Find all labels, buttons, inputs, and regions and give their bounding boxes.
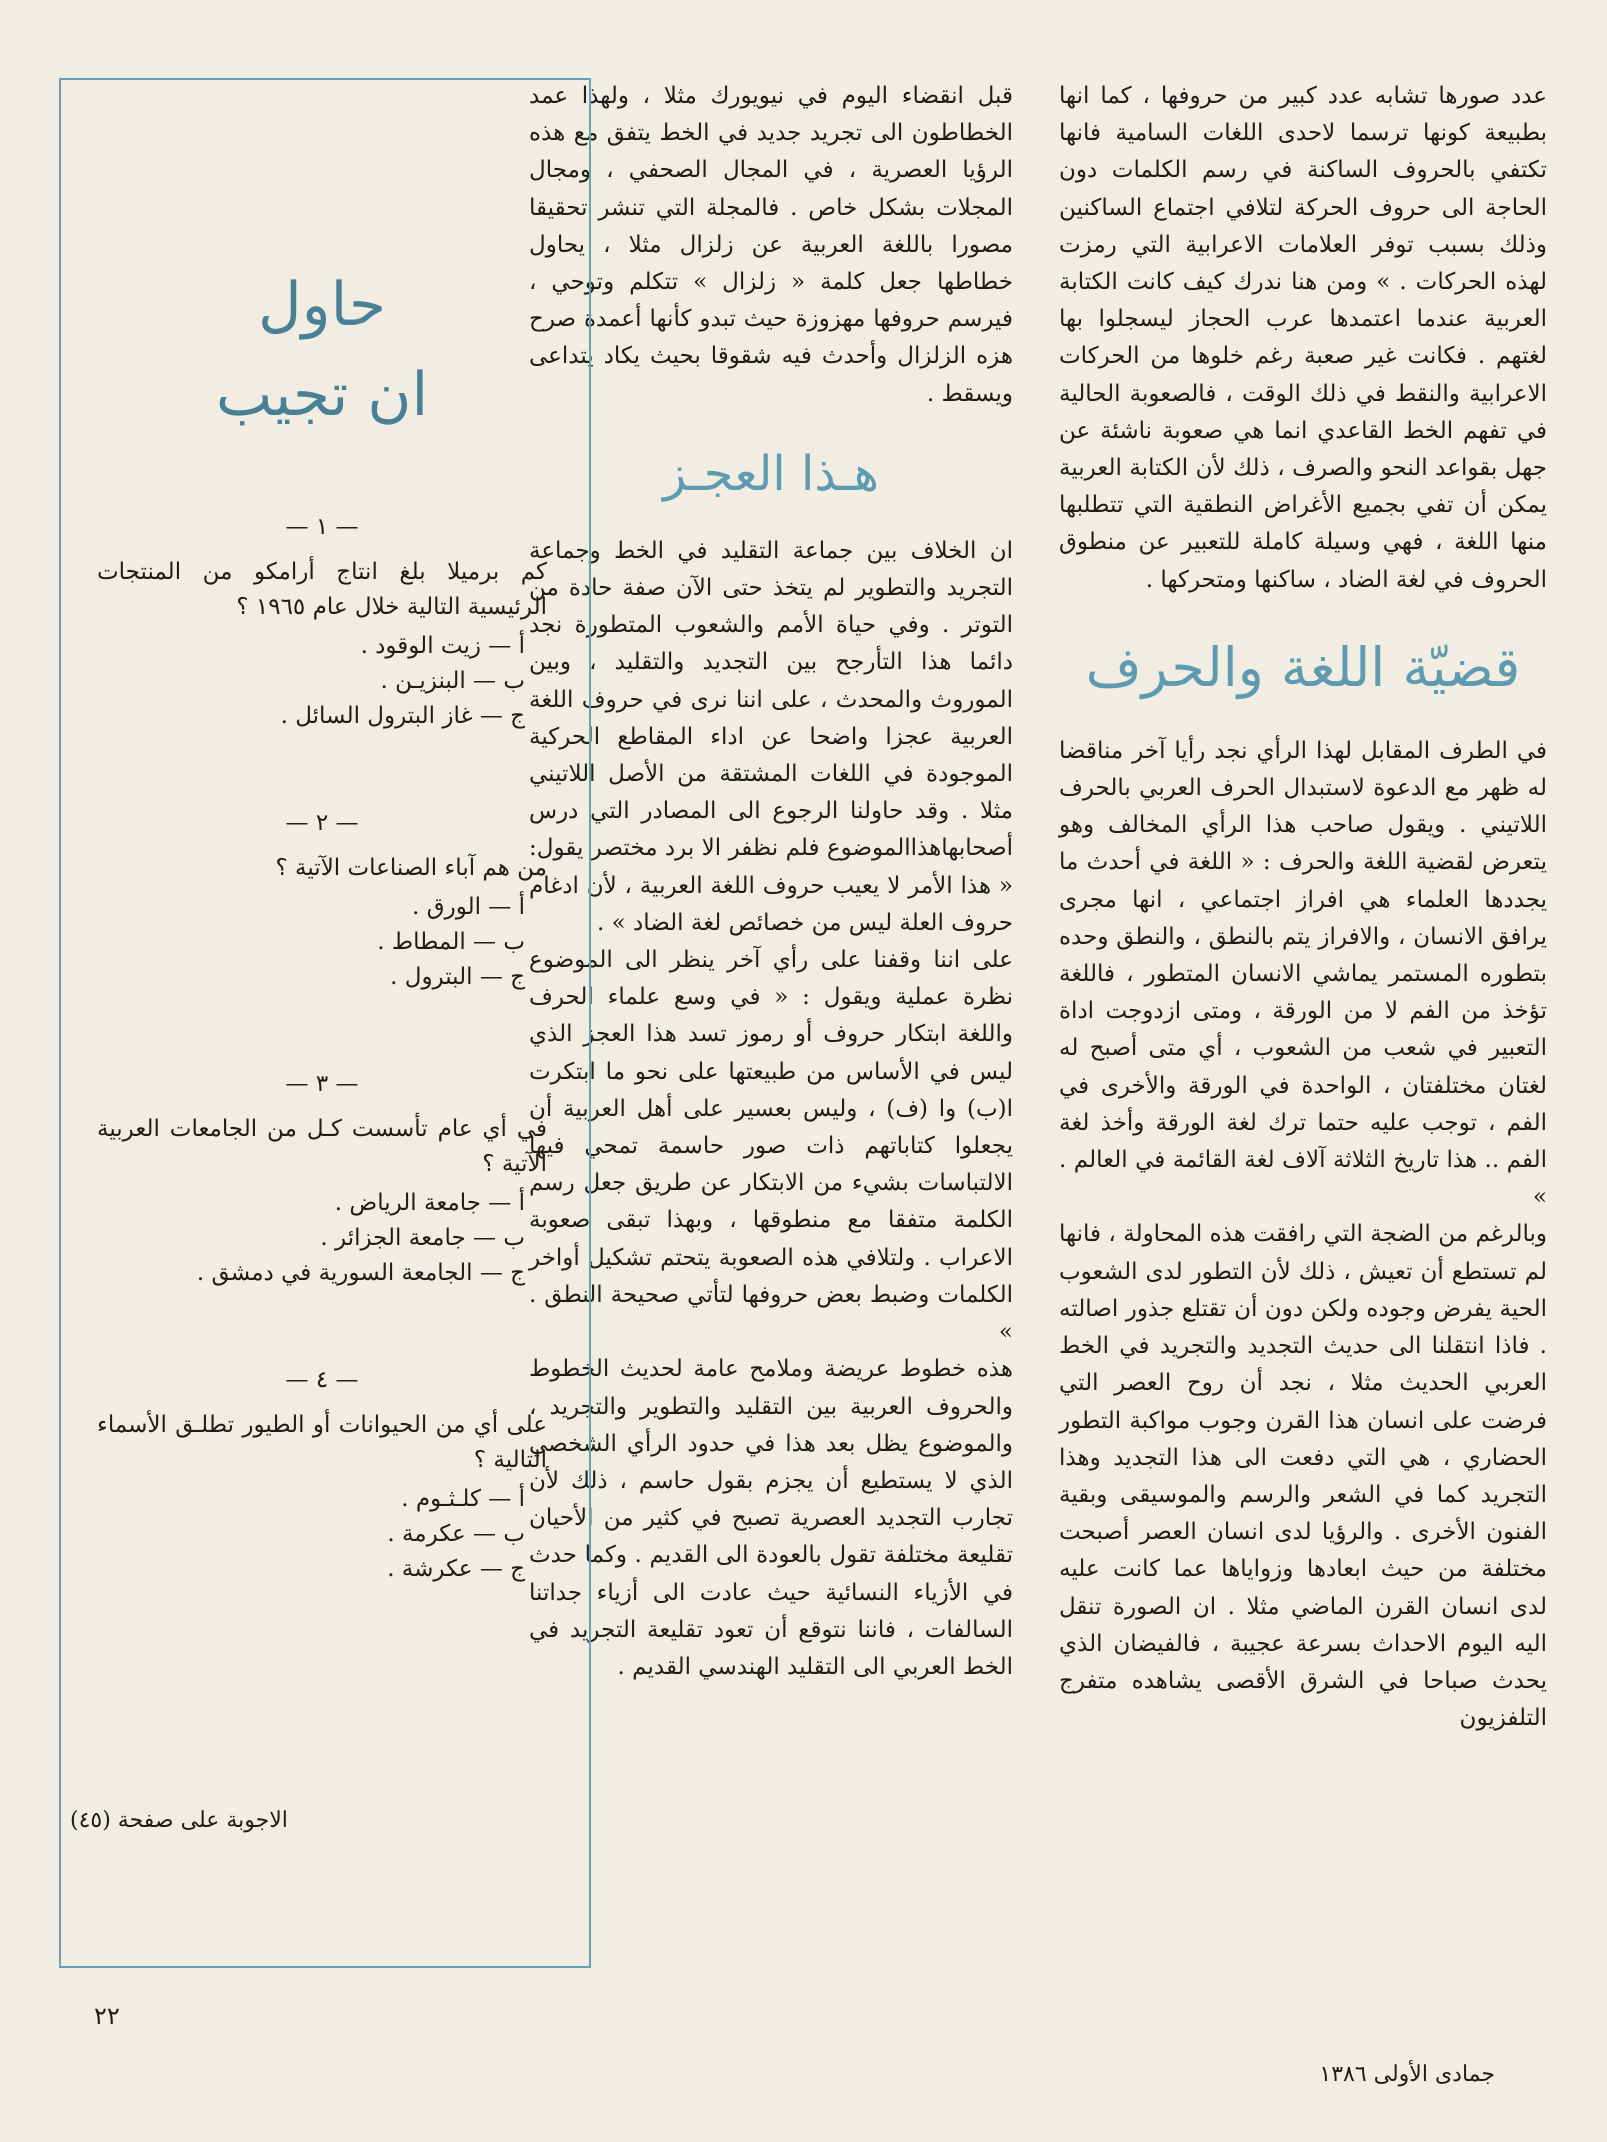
question-number: — ٣ — <box>285 1071 359 1097</box>
question-option: ب — المطاط . <box>377 929 525 955</box>
question-option: ج — الجامعة السورية في دمشق . <box>196 1260 525 1286</box>
question-number: — ١ — <box>285 514 359 540</box>
question-text: على أي من الحيوانات أو الطيور تطلـق الأسماء التالية ؟ <box>97 1412 547 1473</box>
page-number: ٢٢ <box>94 2002 120 2030</box>
article-column-middle <box>529 78 1013 1686</box>
quiz-title <box>97 260 547 440</box>
issue-date: جمادى الأولى ١٣٨٦ <box>1319 2062 1495 2087</box>
quiz-box <box>59 78 591 1968</box>
section-heading-this-deficiency: هـذا العجـز <box>663 445 879 502</box>
question-text: في أي عام تأسست كـل من الجامعات العربية الآتية ؟ <box>97 1116 547 1177</box>
question-option: ب — عكرمة . <box>387 1521 525 1547</box>
quiz-question <box>97 510 547 734</box>
quiz-title-line: حاول <box>258 270 386 340</box>
question-option: ج — البترول . <box>390 964 525 990</box>
question-option: أ — كلـثـوم . <box>401 1486 525 1512</box>
question-option: أ — زيت الوقود . <box>360 633 525 659</box>
question-options <box>97 1482 547 1587</box>
quiz-question <box>97 806 547 995</box>
article-paragraph: في الطرف المقابل لهذا الرأي نجد رأيا آخر مناقضا له ظهر مع الدعوة لاستبدال الحرف العربي بالحرف اللاتيني . ويقول صاحب هذا الرأي المخالف وهو يتعرض لقضية اللغة والحرف : « اللغة في أحدث ما يجددها العلماء هي افراز اجتماعي ، انها مجرى يرافق الانسان ، والافراز يتم بالنطق ، والنطق وحده بتطوره المستمر يماشي الانسان المتطور ، فاللغة تؤخذ من الفم لا من الورقة ، ومتى ازدوجت اداة التعبير في شعب من الشعوب ، أي متى أصبح له لغتان مختلفتان ، الواحدة في الورقة والأخرى في الفم ، توجب عليه حتما ترك لغة الورقة وأخذ لغة الفم .. هذا تاريخ الثلاثة آلاف لغة القائمة في العالم . » <box>1059 737 1547 1211</box>
article-paragraph: على اننا وقفنا على رأي آخر ينظر الى الموضوع نظرة عملية ويقول : « في وسع علماء الحرف واللغة ابتكار حروف أو رموز تسد هذا العجز الذي ليس في الأساس من طبيعتها على نحو ما ابتكرت ا(ب) وا (ف) ، وليس بعسير على أهل العربية أن يجعلوا كتاباتهم ذات صور حاسمة تمحي فيها الالتباسات بشيء من الابتكار عن طريق جعل رسم الكلمة متفقا مع منطوقها ، وبهذا تبقى صعوبة الاعراب . ولتلافي هذه الصعوبة يتحتم تشكيل أواخر الكلمات وضبط بعض حروفها لتأتي صحيحة النطق . » <box>529 947 1013 1346</box>
quiz-question <box>97 1363 547 1587</box>
question-options <box>97 890 547 995</box>
question-option: ج — عكرشة . <box>387 1556 525 1582</box>
question-options <box>97 629 547 734</box>
question-text: كم برميلا بلغ انتاج أرامكو من المنتجات الرئيسية التالية خلال عام ١٩٦٥ ؟ <box>97 559 547 620</box>
question-number: — ٤ — <box>285 1367 359 1393</box>
question-options <box>97 1186 547 1291</box>
article-paragraph: ان الخلاف بين جماعة التقليد في الخط وجماعة التجريد والتطوير لم يتخذ حتى الآن صفة حادة من التوتر . وفي حياة الأمم والشعوب المتطورة نجد دائما هذا التأرجح بين التجديد والتقليد ، وبين الموروث والمحدث ، على اننا نرى في حروف اللغة العربية عجزا واضحا عن اداء المقاطع الحركية الموجودة في اللغات المشتقة من الأصل اللاتيني مثلا . وقد حاولنا الرجوع الى المصادر التي درس أصحابهاهذاالموضوع فلم نظفر الا برد مختصر يقول: « هذا الأمر لا يعيب حروف اللغة العربية ، لأن ادغام حروف العلة ليس من خصائص لغة الضاد » . <box>529 537 1013 936</box>
article-paragraph: وبالرغم من الضجة التي رافقت هذه المحاولة ، فانها لم تستطع أن تعيش ، ذلك لأن التطور لدى الشعوب الحية يفرض وجوده ولكن دون أن تقتلع جذور اصالته . فاذا انتقلنا الى حديث التجديد والتجريد في الخط العربي الحديث مثلا ، نجد أن روح العصر التي فرضت على انسان هذا القرن وجوب مواكبة التطور الحضاري ، هي التي دفعت الى هذا التجديد وهذا التجريد كما في الشعر والرسم والموسيقى وبقية الفنون الأخرى . والرؤيا لدى انسان العصر أصبحت مختلفة من حيث ابعادها وزواياها عما كانت عليه لدى انسان القرن الماضي مثلا . ان الصورة تنقل اليه اليوم الاحداث بسرعة عجيبة ، فالفيضان الذي يحدث صباحا في الشرق الأقصى يشاهده متفرج التلفزيون <box>1059 1221 1547 1732</box>
section-heading-language-and-letter: قضيّة اللغة والحرف <box>1085 635 1521 699</box>
article-column-right <box>1059 78 1547 1737</box>
question-option: أ — جامعة الرياض . <box>334 1190 525 1216</box>
question-option: ب — البنزيـن . <box>380 668 525 694</box>
article-paragraph: هذه خطوط عريضة وملامح عامة لحديث الخطوط والحروف العربية بين التقليد والتطوير والتجريد ، والموضوع يظل بعد هذا في حدود الرأي الشخصي الذي لا يستطيع أن يجزم بقول حاسم ، ذلك لأن تجارب التجديد العصرية تصبح في كثير من الأحيان تقليعة مختلفة تقول بالعودة الى القديم . وكما حدث في الأزياء النسائية حيث عادت الى أزياء جداتنا السالفات ، فاننا نتوقع أن تعود تقليعة التجريد في الخط العربي الى التقليد الهندسي القديم . <box>529 1356 1013 1680</box>
question-option: أ — الورق . <box>412 894 525 920</box>
article-paragraph: قبل انقضاء اليوم في نيويورك مثلا ، ولهذا عمد الخطاطون الى تجريد جديد في الخط يتفق مع هذه الرؤيا العصرية ، في المجال الصحفي ، ومجال المجلات بشكل خاص . فالمجلة التي تنشر تحقيقا مصورا باللغة العربية عن زلزال مثلا ، يحاول خطاطها جعل كلمة « زلزال » تتكلم وتوحي ، فيرسم حروفها مهزوزة حيث تبدو كأنها أعمدة صرح هزه الزلزال وأحدث فيه شقوقا بحيث يكاد يتداعى ويسقط . <box>529 83 1013 407</box>
question-option: ب — جامعة الجزائر . <box>320 1225 525 1251</box>
question-number: — ٢ — <box>285 810 359 836</box>
quiz-answers-note: الاجوبة على صفحة (٤٥) <box>70 1808 288 1833</box>
article-paragraph: عدد صورها تشابه عدد كبير من حروفها ، كما انها بطبيعة كونها ترسما لاحدى اللغات السامية فانها تكتفي بالحروف الساكنة في رسم الكلمات دون الحاجة الى حروف الحركة لتلافي اجتماع الساكنين وذلك بسبب توفر العلامات الاعرابية التي رمزت لهذه الحركات . » ومن هنا ندرك كيف كانت الكتابة العربية عندما اعتمدها عرب الحجاز ليسجلوا بها لغتهم . فكانت غير صعبة رغم خلوها من الحركات الاعرابية والنقط في ذلك الوقت ، فالصعوبة الحالية في تفهم الخط القاعدي انما هي صعوبة ناشئة عن جهل بقواعد النحو والصرف ، ذلك لأن الكتابة العربية يمكن أن تفي بجميع الأغراض النطقية التي تتطلبها منها اللغة ، فهي وسيلة كاملة للتعبير عن منطوق الحروف في لغة الضاد ، ساكنها ومتحركها . <box>1059 83 1547 593</box>
question-option: ج — غاز البترول السائل . <box>280 703 525 729</box>
question-text: من هم آباء الصناعات الآتية ؟ <box>275 855 547 881</box>
quiz-question <box>97 1067 547 1291</box>
quiz-title-line: ان تجيب <box>215 360 429 430</box>
